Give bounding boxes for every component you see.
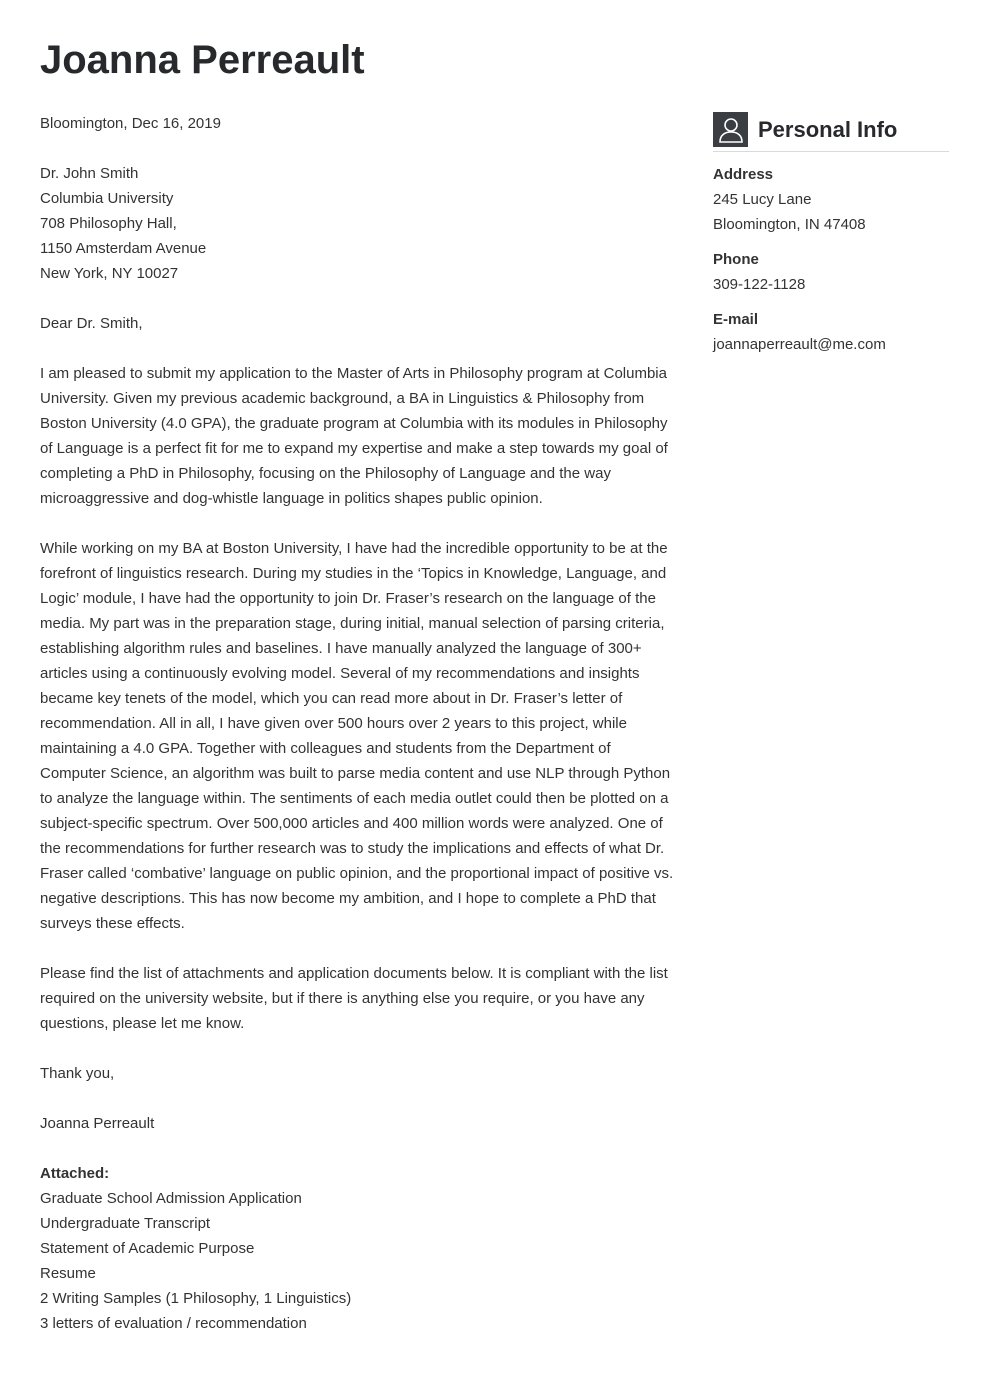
address-line: 245 Lucy Lane — [713, 191, 812, 208]
email-section — [713, 307, 949, 357]
recipient-address — [40, 161, 680, 286]
attachment-item: Resume — [40, 1265, 96, 1282]
address-line: Bloomington, IN 47408 — [713, 216, 866, 233]
body-paragraph: While working on my BA at Boston University, I have had the incredible opportunity to be at the forefront of linguistics research. During my studies in the ‘Topics in Knowledge, Language, and Logic’ module, I have had the opportunity to join Dr. Fraser’s research on the language of the media. My part was in the preparation stage, during initial, manual selection of parsing criteria, establishing algorithm rules and baselines. I have manually analyzed the language of 300+ articles using a continuously evolving model. Several of my recommendations and insights became key tenets of the model, which you can read more about in Dr. Fraser’s letter of recommendation. All in all, I have given over 500 hours over 2 years to this project, while maintaining a 4.0 GPA. Together with colleagues and students from the Department of Computer Science, an algorithm was built to parse media content and use NLP through Python to analyze the language within. The sentiments of each media outlet could then be plotted on a subject-specific spectrum. Over 500,000 articles and 400 million words were analyzed. One of the recommendations for further research was to study the implications and effects of what Dr. Fraser called ‘combative’ language on public opinion, and the proportional impact of positive vs. negative descriptions. This has now become my ambition, and I hope to complete a PhD that surveys these effects. — [40, 540, 674, 932]
address-section — [713, 162, 949, 237]
closing: Thank you, — [40, 1065, 115, 1082]
phone-section — [713, 247, 949, 297]
attachment-item: 3 letters of evaluation / recommendation — [40, 1315, 307, 1332]
personal-info-header — [713, 112, 949, 147]
salutation: Dear Dr. Smith, — [40, 315, 143, 332]
attachment-item: Statement of Academic Purpose — [40, 1240, 255, 1257]
email-label: E-mail — [713, 311, 759, 328]
phone-label: Phone — [713, 251, 759, 268]
personal-info-title: Personal Info — [758, 117, 898, 142]
recipient-line: New York, NY 10027 — [40, 265, 179, 282]
email-value: joannaperreault@me.com — [713, 336, 886, 353]
letter-date: Bloomington, Dec 16, 2019 — [40, 115, 221, 132]
attachment-item: 2 Writing Samples (1 Philosophy, 1 Linguistics) — [40, 1290, 352, 1307]
divider — [713, 151, 949, 152]
attachment-item: Graduate School Admission Application — [40, 1190, 302, 1207]
recipient-line: Dr. John Smith — [40, 165, 139, 182]
attachment-item: Undergraduate Transcript — [40, 1215, 211, 1232]
signature: Joanna Perreault — [40, 1115, 155, 1132]
attachments-label: Attached: — [40, 1165, 110, 1182]
recipient-line: 1150 Amsterdam Avenue — [40, 240, 207, 257]
address-label: Address — [713, 166, 774, 183]
attachments-list — [40, 1161, 680, 1336]
cover-letter-body — [40, 111, 680, 1336]
personal-info-panel — [713, 112, 949, 357]
body-paragraph: Please find the list of attachments and application documents below. It is compliant with the list required on the university website, but if there is anything else you require, or you have any questions, please let me know. — [40, 965, 668, 1032]
body-paragraph: I am pleased to submit my application to the Master of Arts in Philosophy program at Columbia University. Given my previous academic background, a BA in Linguistics & Philosophy from Boston University (4.0 GPA), the graduate program at Columbia with its modules in Philosophy of Language is a perfect fit for me to expand my expertise and make a step towards my goal of completing a PhD in Philosophy, focusing on the Philosophy of Language and the way microaggressive and dog-whistle language in politics shapes public opinion. — [40, 365, 668, 507]
user-icon — [713, 112, 748, 147]
recipient-line: Columbia University — [40, 190, 174, 207]
phone-value: 309-122-1128 — [713, 276, 806, 293]
applicant-name: Joanna Perreault — [40, 38, 365, 82]
recipient-line: 708 Philosophy Hall, — [40, 215, 177, 232]
